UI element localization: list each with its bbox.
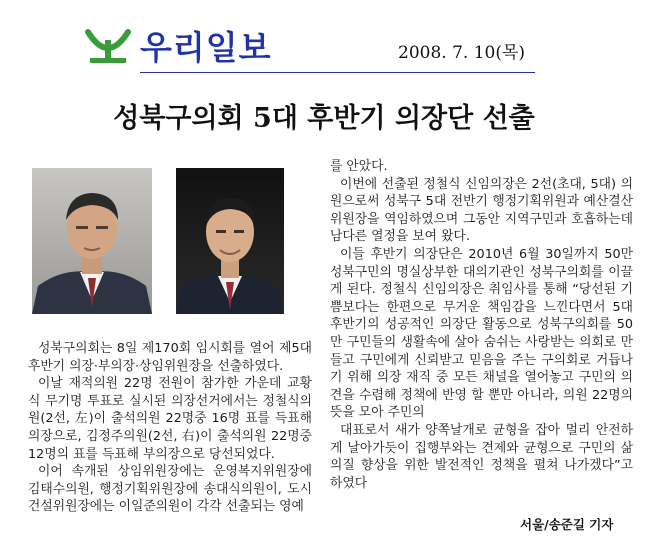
masthead-rule: [140, 72, 535, 73]
article-paragraph: 이어 속개된 상임위원장에는 운영복지위원장에 김태수의원, 행정기획위원장에 송대식의원이, 도시건설위원장에는 이일준의원이 각각 선출되는 영예: [28, 464, 312, 515]
article-paragraph: 성북구의회는 8일 제170회 임시회를 열어 제5대 후반기 의장·부의장·상임위원장을 선출하였다.: [28, 341, 312, 374]
article-headline: 성북구의회 5대 후반기 의장단 선출: [113, 103, 535, 134]
article-body-left-column: [28, 340, 312, 516]
article-paragraph: 이들 후반기 의장단은 2010년 6월 30일까지 50만 성북구민의 명실상부한 대의기관인 성북구의회를 이끌게 된다. 정철식 신임의장은 취임사를 통해 “당선된 기쁨보다는 한편으로 무거운 책임감을 느낀다면서 5대 후반기의 성공적인 의장단 활동으로 성북구의회를 50만 구민들의 생활속에 살아 숨쉬는 사랑받는 의회로 만들고 구민에게 신뢰받고 믿음을 주는 구의회로 거듭나기 위해 의장 재직 중 모든 채널을 열어놓고 구민의 의견을 수렴해 정책에 반영 할 뿐만 아니라, 의원 22명의 뜻을 모아 주민의: [330, 246, 633, 421]
article-paragraph: 이번에 선출된 정철식 신임의장은 2선(초대, 5대) 의원으로써 성북구 5대 전반기 행정기획위원과 예산결산위원장을 역임하였으며 그동안 지역구민과 호흡하는데 남다른 열정을 보여 왔다.: [330, 176, 633, 245]
newspaper-logo-icon: [84, 26, 132, 66]
article-paragraph: 이날 재적의원 22명 전원이 참가한 가운데 교황식 무기명 투표로 실시된 의장선거에서는 정철식의원(2선, 左)이 출석의원 22명중 16명 표를 득표해 의장으로, 김정주의원(2선, 右)이 출석의원 22명중 12명의 표를 득표해 부의장으로 당선되었다.: [28, 376, 312, 462]
publication-date: 2008. 7. 10(목): [398, 43, 526, 63]
article-paragraph: 를 안았다.: [330, 159, 388, 174]
portrait-photo-vice-chairman: [176, 168, 284, 314]
newspaper-name: 우리일보: [140, 28, 272, 67]
portrait-photo-chairman: [32, 168, 152, 314]
masthead: [0, 0, 648, 80]
article-body-right-column: [330, 158, 633, 492]
reporter-byline: 서울/송준길 기자: [520, 517, 614, 532]
article-paragraph: 대표로서 새가 양쪽날개로 균형을 잡아 멀리 안전하게 날아가듯이 집행부와는 견제와 균형으로 구민의 삶의질 향상을 위한 발전적인 정책을 펼쳐 나가겠다”고 하였다: [330, 422, 633, 491]
